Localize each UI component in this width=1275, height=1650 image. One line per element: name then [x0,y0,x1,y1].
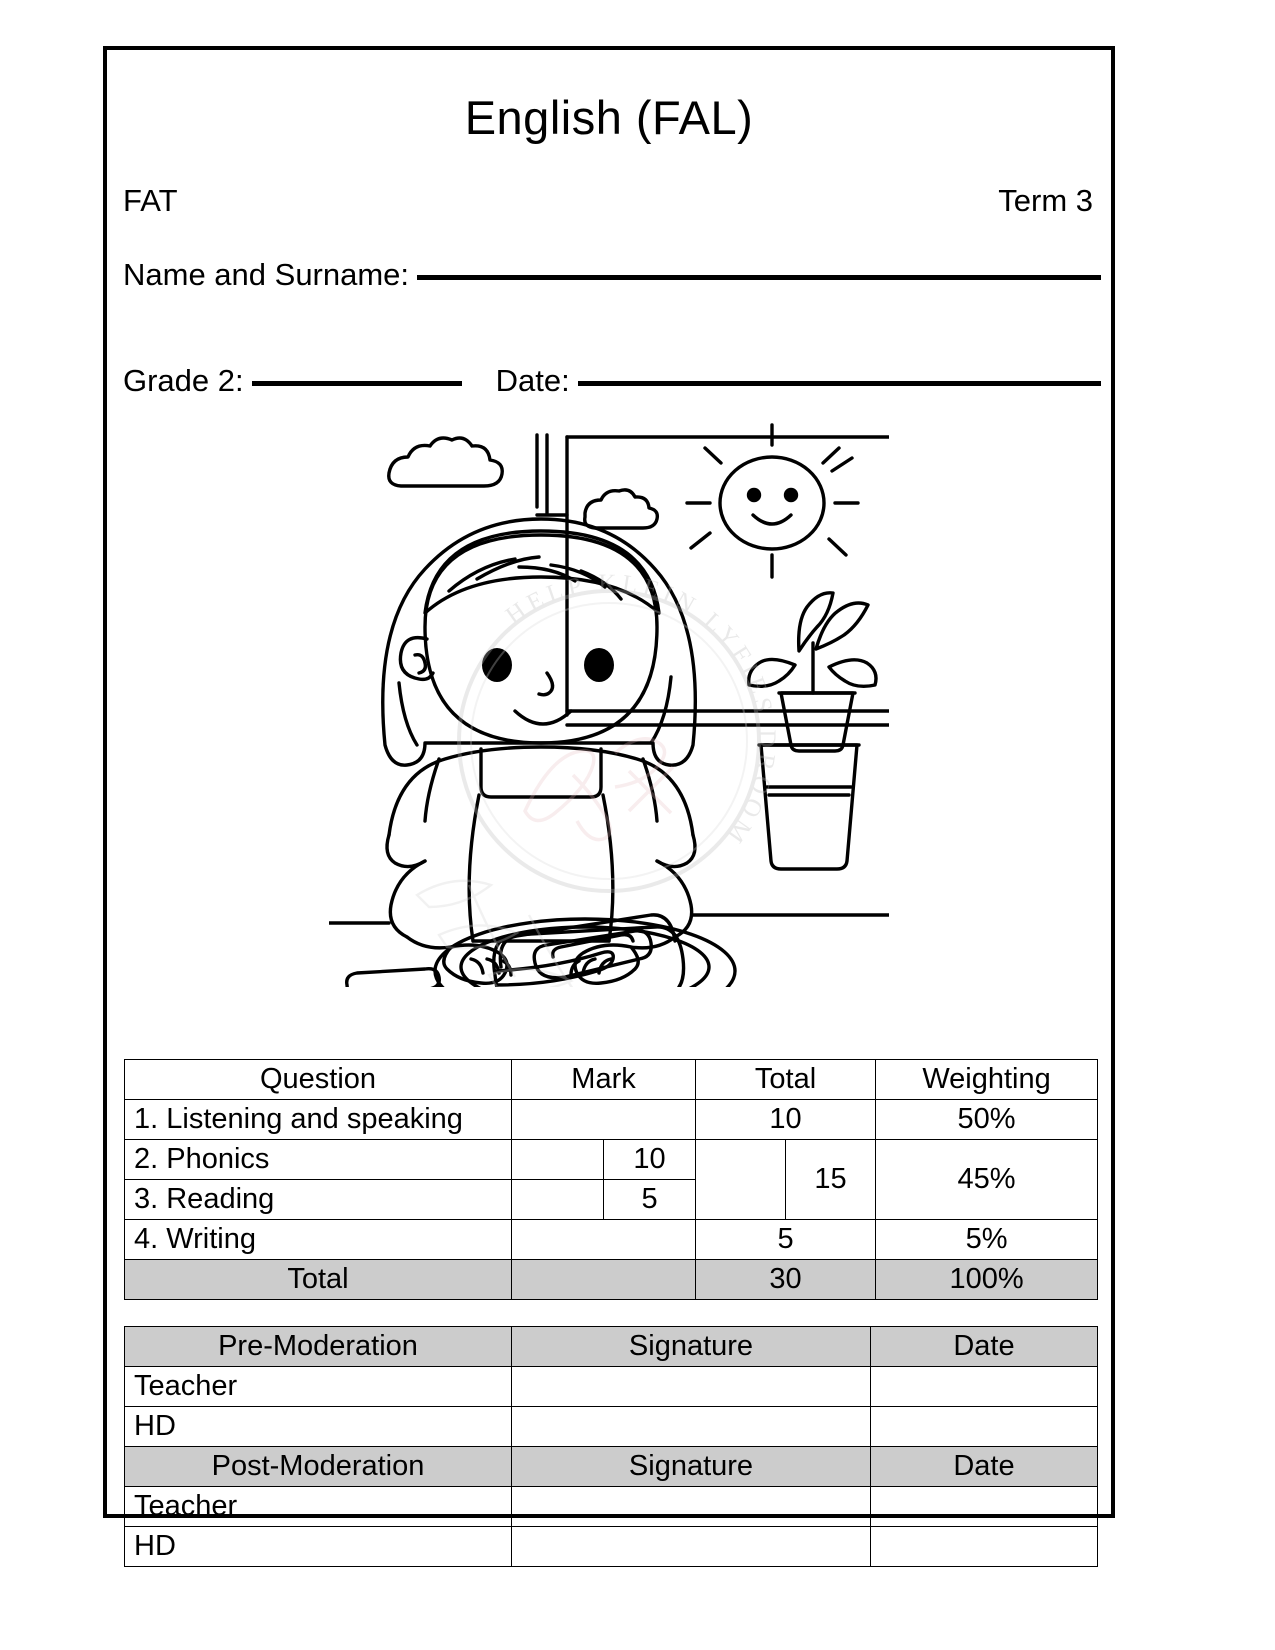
col-header-mark: Mark [512,1060,696,1100]
date-input-line[interactable] [578,380,1101,386]
question-3-mark-max: 5 [604,1180,696,1220]
post-moderation-hd-label: HD [125,1527,512,1567]
name-field-row [107,257,1111,293]
question-3-label: 3. Reading [125,1180,512,1220]
table-row [125,1220,1098,1260]
girl-making-sandwich-illustration [329,415,889,987]
col-header-total: Total [696,1060,876,1100]
question-1-label: 1. Listening and speaking [125,1100,512,1140]
col-header-weighting: Weighting [876,1060,1098,1100]
assessment-meta-row [107,183,1111,219]
marks-table [124,1059,1098,1300]
post-moderation-hd-date[interactable] [871,1527,1098,1567]
pre-moderation-date-header: Date [871,1327,1098,1367]
question-2-3-weighting: 45% [876,1140,1098,1220]
question-4-mark-input[interactable] [512,1220,696,1260]
name-label: Name and Surname: [123,257,410,292]
post-moderation-hd-signature[interactable] [512,1527,871,1567]
question-2-label: 2. Phonics [125,1140,512,1180]
question-1-total: 10 [696,1100,876,1140]
table-row [125,1487,1098,1527]
name-input-line[interactable] [417,274,1101,280]
post-moderation-header-row [125,1447,1098,1487]
grade-input-line[interactable] [252,380,462,386]
post-moderation-title: Post-Moderation [125,1447,512,1487]
total-value: 30 [696,1260,876,1300]
moderation-table [124,1326,1098,1567]
question-3-mark-input[interactable] [512,1180,604,1220]
pre-moderation-teacher-signature[interactable] [512,1367,871,1407]
date-label: Date: [495,363,570,398]
question-1-mark-input[interactable] [512,1100,696,1140]
pre-moderation-hd-signature[interactable] [512,1407,871,1447]
table-row [125,1527,1098,1567]
post-moderation-signature-header: Signature [512,1447,871,1487]
worksheet-page [103,46,1115,1563]
table-row [125,1100,1098,1140]
question-2-3-total-max: 15 [786,1140,876,1220]
total-label: Total [125,1260,512,1300]
pre-moderation-signature-header: Signature [512,1327,871,1367]
post-moderation-teacher-label: Teacher [125,1487,512,1527]
question-4-label: 4. Writing [125,1220,512,1260]
question-2-mark-input[interactable] [512,1140,604,1180]
total-weighting: 100% [876,1260,1098,1300]
marks-table-total-row [125,1260,1098,1300]
illustration-container [107,415,1111,987]
col-header-question: Question [125,1060,512,1100]
question-4-total: 5 [696,1220,876,1260]
table-row [125,1367,1098,1407]
question-1-weighting: 50% [876,1100,1098,1140]
post-moderation-teacher-date[interactable] [871,1487,1098,1527]
pre-moderation-hd-date[interactable] [871,1407,1098,1447]
question-2-mark-max: 10 [604,1140,696,1180]
term-label: Term 3 [998,183,1093,218]
pre-moderation-hd-label: HD [125,1407,512,1447]
question-2-3-total-input[interactable] [696,1140,786,1220]
pre-moderation-teacher-label: Teacher [125,1367,512,1407]
table-row [125,1407,1098,1447]
svg-text:HELP KLEIN LYFIES DROOM: HELP KLEIN LYFIES DROOM [501,569,781,852]
table-row [125,1140,1098,1180]
grade-date-field-row [107,363,1111,399]
grade-label: Grade 2: [123,363,244,398]
post-moderation-date-header: Date [871,1447,1098,1487]
total-mark-input[interactable] [512,1260,696,1300]
post-moderation-teacher-signature[interactable] [512,1487,871,1527]
pre-moderation-header-row [125,1327,1098,1367]
assessment-code-label: FAT [123,183,178,218]
tables-section [124,1059,1098,1567]
page-title: English (FAL) [464,91,754,144]
pre-moderation-title: Pre-Moderation [125,1327,512,1367]
marks-table-header-row [125,1060,1098,1100]
question-4-weighting: 5% [876,1220,1098,1260]
pre-moderation-teacher-date[interactable] [871,1367,1098,1407]
